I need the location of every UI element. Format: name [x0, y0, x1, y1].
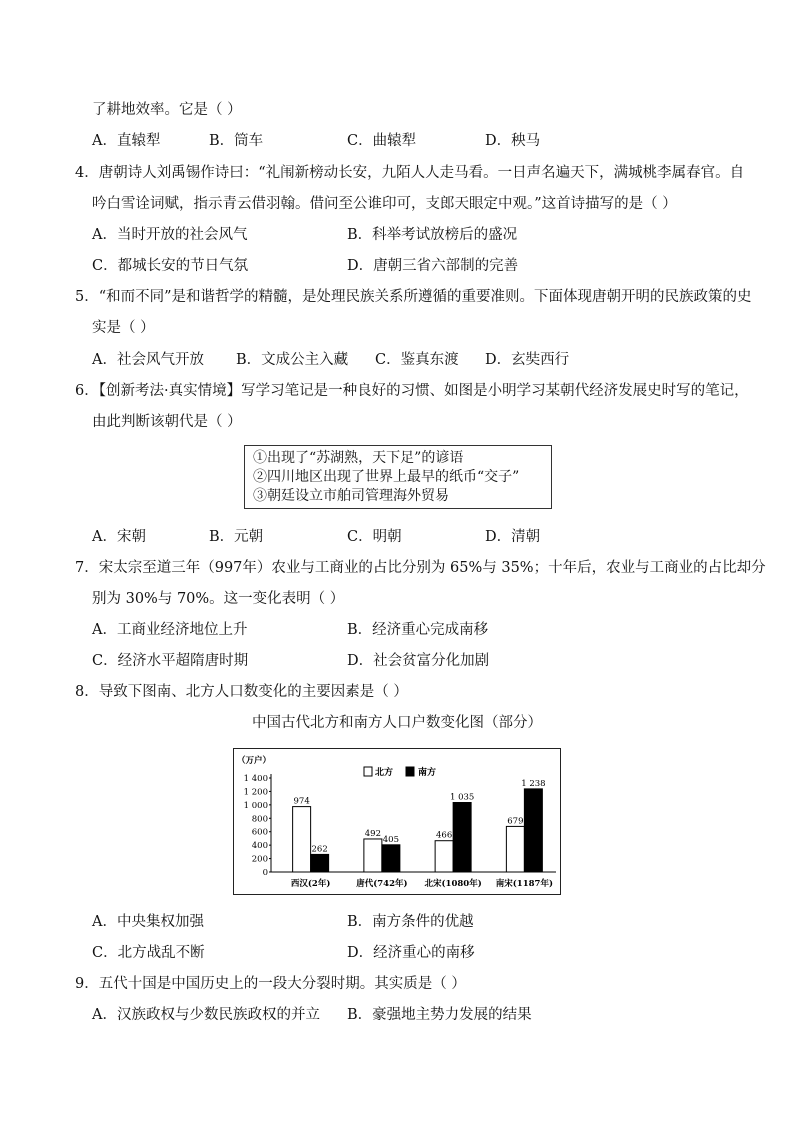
q7-option-c[interactable]: C．经济水平超隋唐时期: [92, 653, 249, 669]
bar-south: [311, 854, 329, 872]
bar-north: [506, 826, 524, 872]
bar-label-north: 492: [364, 828, 381, 839]
q3-option-a[interactable]: A．直辕犁: [92, 133, 161, 149]
q6-option-d[interactable]: D．清朝: [485, 529, 541, 545]
q5-option-c[interactable]: C．鉴真东渡: [375, 352, 459, 368]
bar-label-north: 466: [436, 830, 453, 841]
x-category-label: 唐代(742年): [356, 879, 408, 889]
x-category-label: 南宋(1187年): [495, 879, 553, 889]
q3-stem-continuation: 了耕地效率。它是（ ）: [92, 102, 242, 118]
bar-label-south: 1 238: [521, 778, 546, 789]
study-note-item: ①出现了“苏湖熟，天下足”的谚语: [253, 450, 464, 466]
q3-option-c[interactable]: C．曲辕犁: [347, 133, 417, 149]
q4-stem-line2: 吟白雪诠词赋，指示青云借羽翰。借问至公谁印可，支郎天眼定中观。”这首诗描写的是（ ）: [92, 196, 677, 212]
study-note-box: [244, 445, 552, 509]
q8-option-b[interactable]: B．南方条件的优越: [347, 914, 474, 930]
x-category-label: 北宋(1080年): [424, 879, 482, 889]
bar-label-north: 679: [507, 816, 524, 827]
y-tick-label: 1 200: [243, 787, 268, 798]
bar-label-south: 405: [382, 834, 399, 845]
q3-option-b[interactable]: B．筒车: [209, 133, 264, 149]
population-chart-svg: [234, 749, 560, 894]
q3-option-d[interactable]: D．秧马: [485, 133, 541, 149]
chart-title: 中国古代北方和南方人口户数变化图（部分）: [252, 715, 542, 731]
y-tick-label: 0: [262, 868, 268, 878]
bar-north: [293, 807, 311, 872]
legend-south-label: 南方: [418, 768, 437, 778]
q6-option-c[interactable]: C．明朝: [347, 529, 402, 545]
q5-option-a[interactable]: A．社会风气开放: [92, 352, 204, 368]
y-tick-label: 800: [251, 814, 268, 825]
q6-stem-line2: 由此判断该朝代是（ ）: [92, 414, 242, 430]
q8-option-a[interactable]: A．中央集权加强: [92, 914, 204, 930]
y-tick-label: 400: [251, 841, 268, 852]
y-tick-label: 600: [251, 827, 268, 838]
x-category-label: 西汉(2年): [290, 879, 331, 889]
q5-stem-line2: 实是（ ）: [92, 320, 155, 336]
legend-north-label: 北方: [375, 768, 394, 778]
y-tick-label: 200: [251, 854, 268, 865]
study-note-item: ②四川地区出现了世界上最早的纸币“交子”: [253, 469, 520, 485]
bar-north: [364, 839, 382, 872]
q4-option-b[interactable]: B．科举考试放榜后的盛况: [347, 227, 518, 243]
q8-option-c[interactable]: C．北方战乱不断: [92, 945, 205, 961]
population-chart: [233, 748, 561, 895]
study-note-item: ③朝廷设立市舶司管理海外贸易: [253, 488, 449, 504]
q4-option-d[interactable]: D．唐朝三省六部制的完善: [347, 258, 519, 274]
bar-label-north: 974: [293, 796, 310, 807]
q4-option-c[interactable]: C．都城长安的节日气氛: [92, 258, 249, 274]
q4-option-a[interactable]: A．当时开放的社会风气: [92, 227, 248, 243]
q7-stem-line1: 7．宋太宗至道三年（997年）农业与工商业的占比分别为 65%与 35%；十年后，农业与工商业的占比却分: [75, 560, 766, 576]
q5-option-d[interactable]: D．玄奘西行: [485, 352, 570, 368]
q8-stem: 8．导致下图南、北方人口数变化的主要因素是（ ）: [75, 684, 408, 700]
q8-option-d[interactable]: D．经济重心的南移: [347, 945, 475, 961]
q7-option-d[interactable]: D．社会贫富分化加剧: [347, 653, 490, 669]
bar-south: [453, 803, 471, 872]
y-axis-unit-label: （万户）: [237, 756, 272, 766]
bar-label-south: 1 035: [449, 792, 475, 803]
q9-stem: 9．五代十国是中国历史上的一段大分裂时期。其实质是（ ）: [75, 976, 466, 992]
legend-south-swatch: [406, 767, 414, 776]
bar-label-south: 262: [311, 844, 328, 855]
q4-stem-line1: 4．唐朝诗人刘禹锡作诗曰：“礼闱新榜动长安，九陌人人走马看。一日声名遍天下，满城桃李属春官。自: [75, 165, 745, 181]
q6-option-b[interactable]: B．元朝: [209, 529, 264, 545]
y-tick-label: 1 000: [243, 800, 268, 811]
q6-stem-line1: 6．【创新考法·真实情境】写学习笔记是一种良好的习惯、如图是小明学习某朝代经济发展史时写的笔记，: [75, 383, 749, 399]
bar-north: [435, 841, 453, 872]
q6-option-a[interactable]: A．宋朝: [92, 529, 146, 545]
q7-stem-line2: 别为 30%与 70%。这一变化表明（ ）: [92, 591, 345, 607]
q5-stem-line1: 5．“和而不同”是和谐哲学的精髓，是处理民族关系所遵循的重要准则。下面体现唐朝开明的民族政策的史: [75, 289, 752, 305]
q9-option-a[interactable]: A．汉族政权与少数民族政权的并立: [92, 1007, 320, 1023]
bar-south: [524, 789, 542, 872]
q7-option-b[interactable]: B．经济重心完成南移: [347, 622, 489, 638]
q5-option-b[interactable]: B．文成公主入藏: [236, 352, 349, 368]
bar-south: [382, 845, 400, 872]
q9-option-b[interactable]: B．豪强地主势力发展的结果: [347, 1007, 532, 1023]
y-tick-label: 1 400: [243, 774, 268, 784]
q7-option-a[interactable]: A．工商业经济地位上升: [92, 622, 248, 638]
legend-north-swatch: [364, 767, 372, 776]
